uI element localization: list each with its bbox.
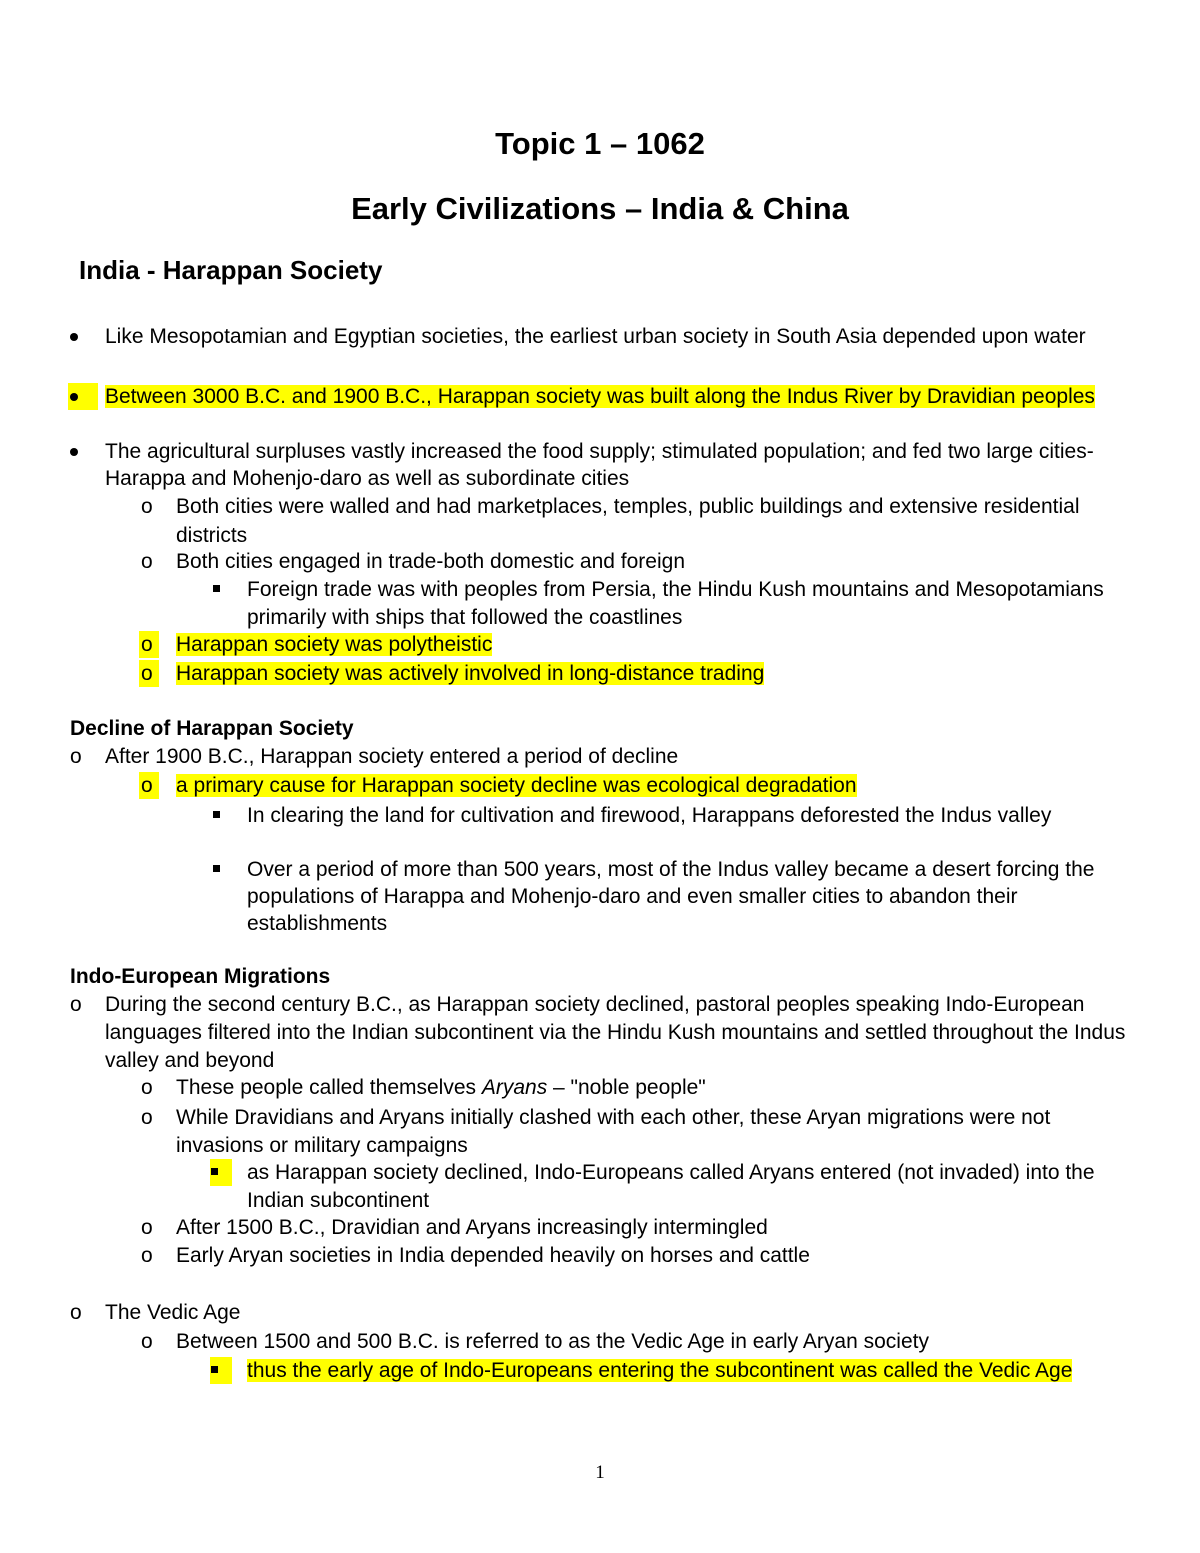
bullet-o-icon: o <box>141 1244 153 1267</box>
bullet-o-icon: o <box>141 1330 153 1353</box>
section-heading-decline: Decline of Harappan Society <box>70 717 354 740</box>
list-item: Over a period of more than 500 years, most of the Indus valley became a desert forcing the populations of Harappa and Mohenjo-daro and even smaller cities to abandon their establishments <box>247 856 1132 937</box>
list-item: o After 1900 B.C., Harappan society entered a period of decline <box>70 745 679 768</box>
bullet-disc-icon <box>68 383 98 410</box>
bullet-o-icon: o <box>139 772 159 799</box>
list-item: o These people called themselves Aryans – "noble people" <box>141 1076 706 1099</box>
bullet-o-icon: o <box>139 631 159 658</box>
list-item: The agricultural surpluses vastly increased the food supply; stimulated population; and fed two large cities-Harappa and Mohenjo-daro as well as subordinate cities <box>105 438 1130 492</box>
list-item-highlighted: o Harappan society was polytheistic <box>141 633 493 656</box>
section-heading-migrations: Indo-European Migrations <box>70 965 331 988</box>
list-item: as Harappan society declined, Indo-Europeans called Aryans entered (not invaded) into the Indian subcontinent <box>247 1159 1132 1215</box>
list-item: o While Dravidians and Aryans initially clashed with each other, these Aryan migrations were not invasions or military campaigns <box>141 1106 1051 1157</box>
list-item: o After 1500 B.C., Dravidian and Aryans increasingly intermingled <box>141 1216 768 1239</box>
list-item: o Early Aryan societies in India depended heavily on horses and cattle <box>141 1244 810 1267</box>
list-item-highlighted: Between 3000 B.C. and 1900 B.C., Harappan society was built along the Indus River by Dravidian peoples <box>105 383 1130 410</box>
bullet-square-icon <box>210 1159 232 1186</box>
list-item: In clearing the land for cultivation and firewood, Harappans deforested the Indus valley <box>247 802 1132 829</box>
bullet-o-icon: o <box>141 1106 153 1129</box>
bullet-disc-icon <box>68 438 88 465</box>
list-item: o Between 1500 and 500 B.C. is referred to as the Vedic Age in early Aryan society <box>141 1330 929 1353</box>
list-item-highlighted: o Harappan society was actively involved in long-distance trading <box>141 662 765 685</box>
list-item: o During the second century B.C., as Harappan society declined, pastoral peoples speaking Indo-European languages filtered into the Indian subcontinent via the Hindu Kush mountains and settled throughout the Indus valley and beyond <box>70 993 1126 1072</box>
list-item: o Both cities were walled and had marketplaces, temples, public buildings and extensive residential districts <box>176 492 1131 550</box>
bullet-o-icon: o <box>70 745 82 768</box>
section-heading-india: India - Harappan Society <box>79 255 383 285</box>
list-item: o The Vedic Age <box>70 1301 241 1324</box>
bullet-o-icon: o <box>141 495 153 518</box>
bullet-o-icon: o <box>141 1076 153 1099</box>
bullet-o-icon: o <box>141 1216 153 1239</box>
list-item-highlighted: thus the early age of Indo-Europeans entering the subcontinent was called the Vedic Age <box>247 1357 1132 1385</box>
bullet-square-icon <box>210 1357 232 1384</box>
bullet-square-icon <box>212 802 228 829</box>
list-item: Foreign trade was with peoples from Persia, the Hindu Kush mountains and Mesopotamians primarily with ships that followed the coastlines <box>247 576 1132 632</box>
bullet-disc-icon <box>68 323 88 350</box>
list-item: Like Mesopotamian and Egyptian societies, the earliest urban society in South Asia depended upon water <box>105 323 1130 350</box>
bullet-square-icon <box>212 576 228 603</box>
bullet-o-icon: o <box>70 993 82 1016</box>
page-number: 1 <box>595 1462 605 1483</box>
document-title: Topic 1 – 1062 <box>495 126 705 161</box>
bullet-o-icon: o <box>139 660 159 687</box>
bullet-o-icon: o <box>70 1301 82 1324</box>
list-item: o Both cities engaged in trade-both domestic and foreign <box>141 550 685 573</box>
list-item-highlighted: o a primary cause for Harappan society decline was ecological degradation <box>141 774 857 797</box>
bullet-o-icon: o <box>141 550 153 573</box>
bullet-square-icon <box>212 856 228 883</box>
document-subtitle: Early Civilizations – India & China <box>351 191 849 226</box>
